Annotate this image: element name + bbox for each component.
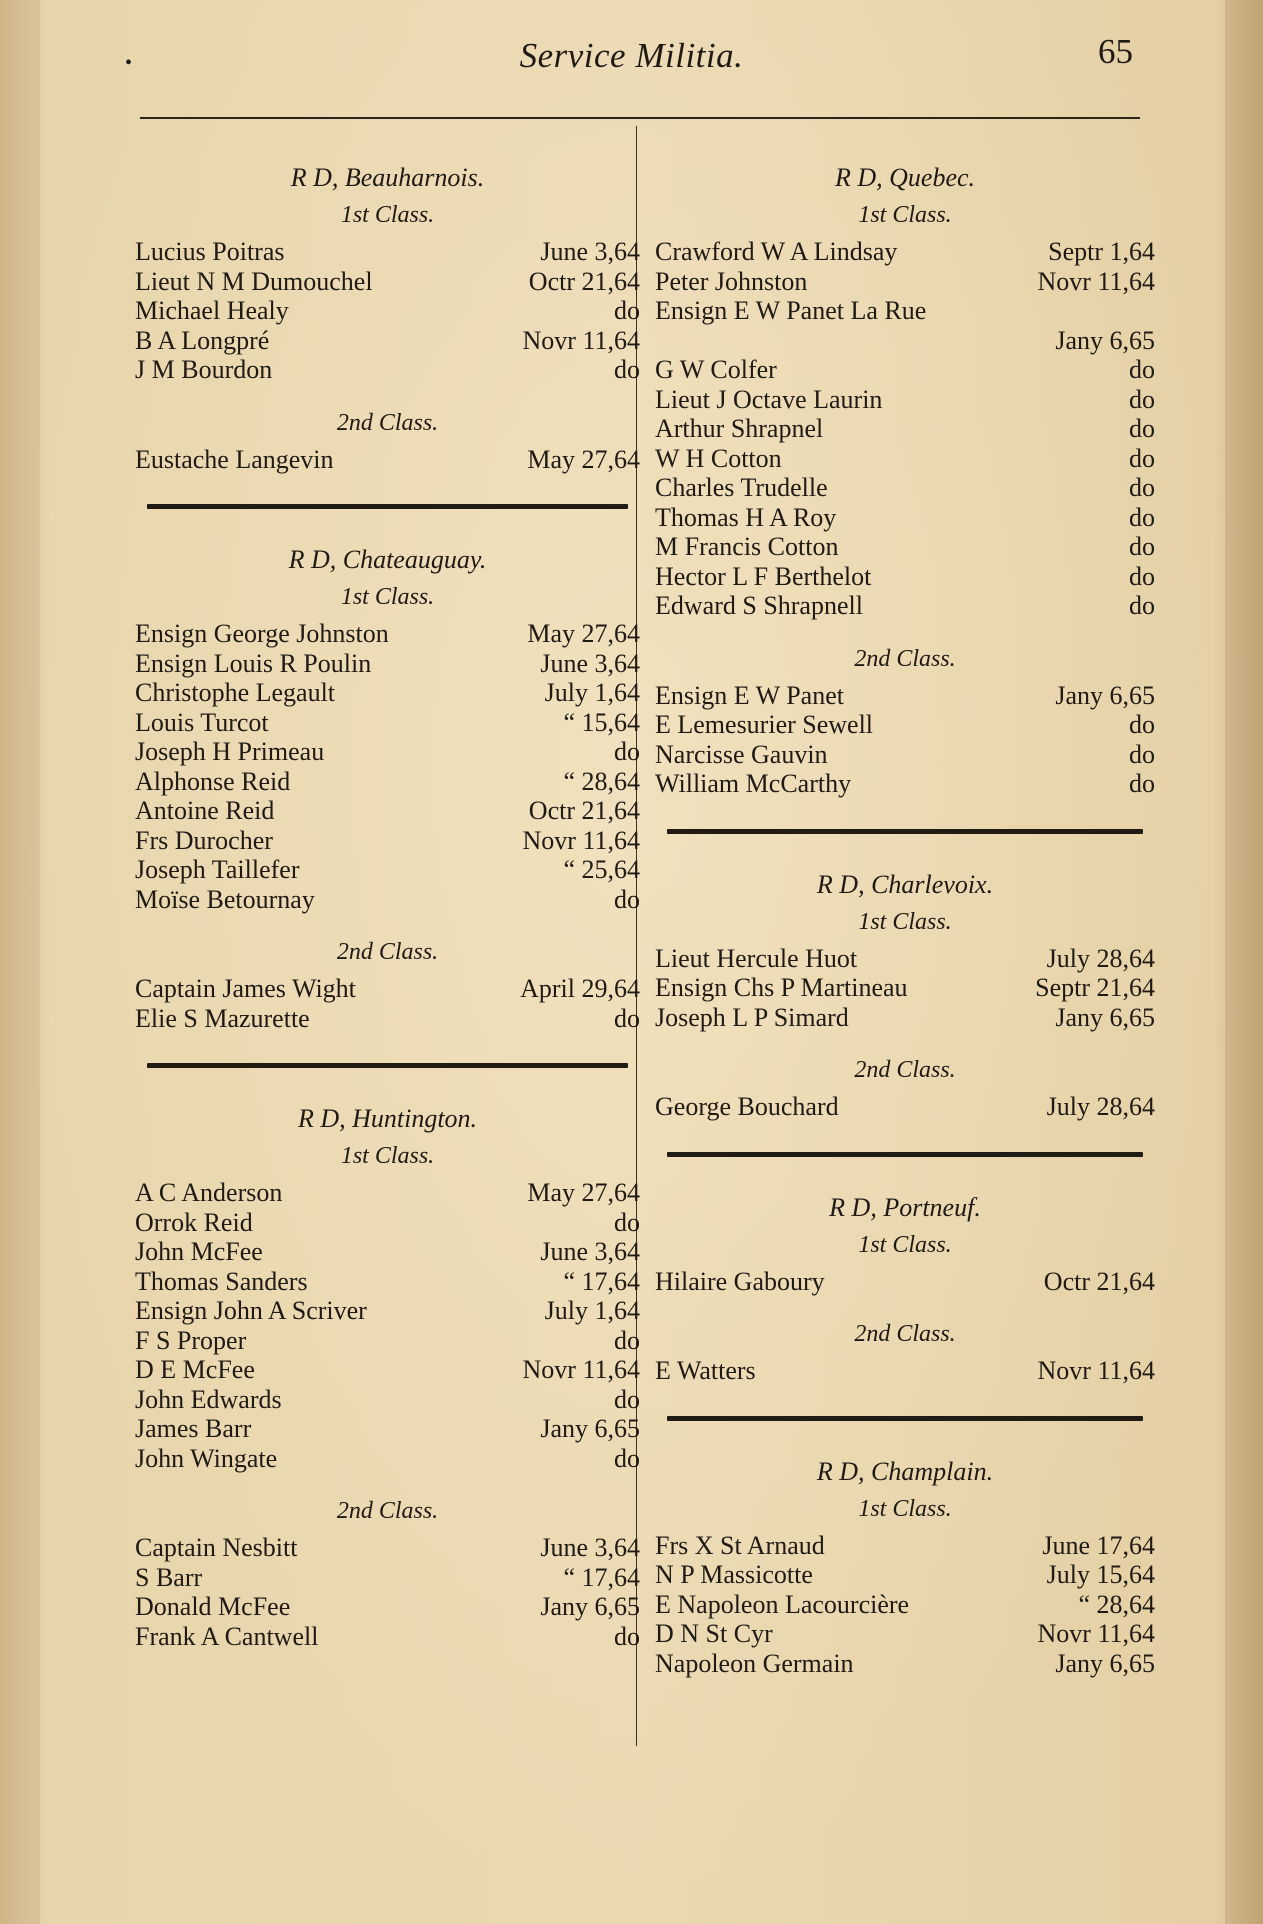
page-edge-shadow — [0, 0, 40, 1924]
entry-date: do — [614, 737, 640, 766]
entry-date: Jany 6,65 — [1055, 1648, 1155, 1678]
list-item — [655, 740, 1155, 770]
list-item — [655, 296, 1155, 326]
entry-date: do — [1129, 414, 1155, 443]
entry-name: Ensign Louis R Poulin — [135, 648, 372, 678]
entry-date: Novr 11,64 — [1037, 266, 1155, 296]
entry-date: do — [1129, 769, 1155, 798]
entry-name: S Barr — [135, 1562, 203, 1592]
entry-name: Ensign E W Panet La Rue — [655, 296, 927, 325]
entry-date: do — [614, 1207, 640, 1237]
list-item — [135, 1296, 640, 1326]
list-item — [135, 1267, 640, 1297]
entry-list — [135, 445, 640, 475]
entry-date: do — [1129, 561, 1155, 591]
entry-name: Crawford W A Lindsay — [655, 237, 898, 266]
entry-date: July 28,64 — [1046, 1092, 1155, 1121]
class-heading: 2nd Class. — [336, 939, 439, 965]
entry-name: Elie S Mazurette — [135, 1003, 310, 1033]
entry-date: do — [1129, 473, 1155, 502]
entry-date: do — [614, 1384, 640, 1414]
entry-name: Alphonse Reid — [135, 766, 291, 796]
entry-list — [655, 237, 1155, 621]
list-item — [135, 855, 640, 885]
entry-name: N P Massicotte — [655, 1560, 813, 1589]
entry-name: Ensign George Johnston — [135, 619, 389, 648]
right-column — [655, 155, 1155, 1678]
list-item — [655, 1590, 1155, 1620]
list-item — [655, 681, 1155, 711]
list-item-continuation — [655, 326, 1155, 356]
list-item — [135, 1533, 640, 1563]
entry-date: June 3,64 — [540, 1533, 640, 1562]
list-item — [655, 562, 1155, 592]
entry-date: do — [1129, 502, 1155, 532]
list-item — [135, 267, 640, 297]
entry-list — [655, 1092, 1155, 1122]
list-item — [135, 678, 640, 708]
list-item — [135, 1622, 640, 1652]
entry-list — [135, 619, 640, 914]
list-item — [135, 974, 640, 1004]
entry-name: B A Longpré — [135, 325, 270, 355]
entry-name: Hector L F Berthelot — [655, 561, 872, 591]
entry-date: Novr 11,64 — [522, 325, 640, 355]
entry-date: July 28,64 — [1046, 943, 1155, 973]
entry-date: do — [614, 1443, 640, 1473]
list-item — [135, 1444, 640, 1474]
entry-date: June 17,64 — [1042, 1530, 1155, 1560]
list-item — [135, 1004, 640, 1034]
entry-name: Moïse Betournay — [135, 884, 315, 914]
entry-name: Peter Johnston — [655, 266, 808, 296]
entry-name: Joseph H Primeau — [135, 737, 325, 766]
entry-name: William McCarthy — [655, 769, 852, 798]
class-heading: 1st Class. — [340, 1143, 435, 1169]
running-head — [0, 32, 1263, 82]
entry-name: Thomas H A Roy — [655, 502, 837, 532]
section-title: R D, Quebec. — [834, 163, 976, 192]
entry-date: “ 25,64 — [563, 855, 640, 884]
entry-date: Jany 6,65 — [1055, 1002, 1155, 1032]
list-item — [655, 1531, 1155, 1561]
list-item — [655, 1560, 1155, 1590]
entry-name: John Edwards — [135, 1384, 282, 1414]
list-item — [655, 414, 1155, 444]
entry-date: Septr 21,64 — [1035, 973, 1155, 1002]
entry-name: Christophe Legault — [135, 678, 336, 707]
entry-date: May 27,64 — [527, 444, 640, 474]
entry-date: Octr 21,64 — [528, 796, 640, 825]
entry-date: April 29,64 — [520, 974, 640, 1003]
entry-date: June 3,64 — [540, 237, 640, 266]
entry-name: George Bouchard — [655, 1092, 839, 1121]
entry-date: do — [1129, 443, 1155, 473]
class-heading: 2nd Class. — [854, 1321, 956, 1347]
section-chateauguay — [135, 543, 640, 1033]
entry-date: Octr 21,64 — [528, 266, 640, 296]
entry-name: Hilaire Gaboury — [655, 1266, 825, 1296]
section-huntington — [135, 1102, 640, 1651]
entry-name: A C Anderson — [135, 1178, 283, 1207]
class-heading: 1st Class. — [340, 584, 435, 610]
list-item — [135, 1326, 640, 1356]
list-item — [655, 944, 1155, 974]
section-title: R D, Huntington. — [297, 1104, 478, 1133]
entry-date: do — [614, 1325, 640, 1355]
entry-date: do — [614, 1621, 640, 1651]
entry-name: Eustache Langevin — [135, 444, 334, 474]
entry-name: Frank A Cantwell — [135, 1621, 319, 1651]
section-rule — [667, 1416, 1143, 1421]
list-item — [655, 1003, 1155, 1033]
entry-list — [135, 1533, 640, 1651]
entry-name: Arthur Shrapnel — [655, 414, 824, 443]
class-heading: 1st Class. — [858, 908, 952, 935]
entry-name: Ensign John A Scriver — [135, 1296, 367, 1325]
entry-list — [655, 1267, 1155, 1297]
entry-name: Narcisse Gauvin — [655, 739, 828, 769]
section-quebec — [655, 161, 1155, 799]
entry-name: Charles Trudelle — [655, 473, 828, 502]
entry-date: “ 28,64 — [1078, 1589, 1155, 1619]
entry-name: Captain James Wight — [135, 974, 356, 1003]
list-item — [135, 1237, 640, 1267]
entry-list — [135, 974, 640, 1033]
entry-list — [655, 1531, 1155, 1679]
entry-date: July 15,64 — [1046, 1560, 1155, 1589]
entry-name: Orrok Reid — [135, 1207, 253, 1237]
entry-date: do — [1129, 591, 1155, 620]
entry-list — [135, 237, 640, 385]
list-item — [135, 1178, 640, 1208]
list-item — [655, 385, 1155, 415]
entry-date: Septr 1,64 — [1048, 237, 1155, 266]
section-rule — [667, 829, 1143, 834]
entry-name: E Napoleon Lacourcière — [655, 1589, 910, 1619]
header-dot: • — [125, 52, 133, 74]
list-item — [655, 267, 1155, 297]
entry-date: May 27,64 — [527, 619, 640, 648]
entry-name: Louis Turcot — [135, 707, 269, 737]
entry-date: do — [614, 355, 640, 384]
section-rule — [147, 1063, 628, 1068]
entry-date: Novr 11,64 — [1037, 1356, 1155, 1385]
list-item — [655, 973, 1155, 1003]
entry-date: do — [1129, 739, 1155, 769]
list-item — [655, 355, 1155, 385]
entry-date: “ 17,64 — [563, 1266, 640, 1296]
entry-name: Antoine Reid — [135, 796, 275, 825]
entry-date: Octr 21,64 — [1043, 1266, 1155, 1296]
entry-date: do — [614, 884, 640, 914]
entry-name: Thomas Sanders — [135, 1266, 308, 1296]
section-champlain — [655, 1455, 1155, 1679]
entry-name: Frs X St Arnaud — [655, 1530, 825, 1560]
entry-name: M Francis Cotton — [655, 532, 839, 561]
list-item — [135, 767, 640, 797]
entry-name: John Wingate — [135, 1443, 278, 1473]
list-item — [655, 769, 1155, 799]
entry-date: Jany 6,65 — [540, 1592, 640, 1621]
class-heading: 1st Class. — [858, 1495, 952, 1522]
header-rule — [140, 117, 1140, 119]
list-item — [135, 708, 640, 738]
section-charlevoix — [655, 868, 1155, 1122]
list-item — [655, 1092, 1155, 1122]
entry-name: Michael Healy — [135, 296, 289, 325]
entry-name: Napoleon Germain — [655, 1648, 854, 1678]
list-item — [655, 503, 1155, 533]
entry-name: James Barr — [135, 1414, 252, 1443]
entry-name: Joseph L P Simard — [655, 1002, 849, 1032]
entry-date: do — [1129, 710, 1155, 739]
list-item — [135, 1208, 640, 1238]
entry-date: “ 15,64 — [563, 707, 640, 737]
list-item — [655, 1267, 1155, 1297]
list-item — [655, 591, 1155, 621]
entry-list — [135, 1178, 640, 1473]
entry-name: E Watters — [655, 1356, 756, 1385]
class-heading: 1st Class. — [858, 1231, 952, 1258]
list-item — [135, 237, 640, 267]
left-column — [135, 155, 640, 1651]
list-item — [135, 1385, 640, 1415]
list-item — [655, 1649, 1155, 1679]
entry-date: June 3,64 — [540, 648, 640, 678]
list-item — [655, 710, 1155, 740]
entry-name: Lieut N M Dumouchel — [135, 266, 373, 296]
entry-date: July 1,64 — [544, 678, 640, 707]
entry-date: June 3,64 — [540, 1237, 640, 1266]
entry-name: F S Proper — [135, 1325, 247, 1355]
entry-date: Jany 6,65 — [1055, 680, 1155, 710]
running-title: Service Militia. — [519, 36, 744, 75]
entry-date: do — [614, 296, 640, 325]
entry-date: do — [1129, 384, 1155, 414]
list-item — [135, 619, 640, 649]
entry-name: Lieut Hercule Huot — [655, 943, 858, 973]
list-item — [135, 1563, 640, 1593]
entry-list — [655, 1356, 1155, 1386]
entry-name: G W Colfer — [655, 355, 777, 384]
entry-name: Frs Durocher — [135, 825, 273, 855]
section-title: R D, Chateauguay. — [288, 545, 487, 574]
entry-name: D E McFee — [135, 1355, 255, 1384]
entry-name: Edward S Shrapnell — [655, 591, 863, 620]
list-item — [135, 445, 640, 475]
entry-name: D N St Cyr — [655, 1619, 773, 1648]
entry-date: do — [1129, 355, 1155, 384]
entry-list — [655, 681, 1155, 799]
section-rule — [667, 1152, 1143, 1157]
class-heading: 2nd Class. — [336, 409, 439, 436]
entry-list — [655, 944, 1155, 1033]
section-title: R D, Champlain. — [816, 1456, 994, 1486]
list-item — [135, 649, 640, 679]
entry-date: July 1,64 — [544, 1296, 640, 1325]
entry-date: “ 17,64 — [563, 1562, 640, 1592]
entry-name: Lieut J Octave Laurin — [655, 384, 883, 414]
list-item — [655, 473, 1155, 503]
page-number: 65 — [1098, 32, 1133, 71]
section-title: R D, Beauharnois. — [290, 163, 485, 192]
entry-name: Ensign Chs P Martineau — [655, 973, 908, 1002]
entry-name: John McFee — [135, 1237, 263, 1266]
list-item — [135, 737, 640, 767]
entry-date: Novr 11,64 — [522, 825, 640, 855]
section-portneuf — [655, 1191, 1155, 1386]
entry-date: “ 28,64 — [563, 766, 640, 796]
page-edge-shadow-right — [1225, 0, 1263, 1924]
list-item — [135, 326, 640, 356]
entry-name: J M Bourdon — [135, 355, 273, 384]
entry-name: Donald McFee — [135, 1592, 291, 1621]
entry-date: Novr 11,64 — [522, 1355, 640, 1384]
class-heading: 2nd Class. — [854, 645, 956, 672]
class-heading: 2nd Class. — [854, 1057, 956, 1083]
section-beauharnois — [135, 161, 640, 474]
class-heading: 1st Class. — [858, 202, 952, 228]
entry-name: Lucius Poitras — [135, 237, 285, 266]
entry-name: Joseph Taillefer — [135, 855, 300, 884]
entry-name: Ensign E W Panet — [655, 680, 844, 710]
section-rule — [147, 504, 628, 509]
entry-date: May 27,64 — [527, 1178, 640, 1207]
list-item — [655, 237, 1155, 267]
class-heading: 2nd Class. — [336, 1498, 439, 1524]
list-item — [135, 355, 640, 385]
list-item — [135, 296, 640, 326]
entry-date: Jany 6,65 — [540, 1414, 640, 1443]
entry-date: Jany 6,65 — [1055, 325, 1155, 355]
entry-name: Captain Nesbitt — [135, 1533, 298, 1562]
list-item — [135, 796, 640, 826]
list-item — [655, 1356, 1155, 1386]
list-item — [655, 444, 1155, 474]
list-item — [135, 1355, 640, 1385]
list-item — [135, 1592, 640, 1622]
entry-date: do — [614, 1003, 640, 1033]
entry-date: Novr 11,64 — [1037, 1619, 1155, 1648]
list-item — [135, 885, 640, 915]
list-item — [655, 1619, 1155, 1649]
list-item — [135, 826, 640, 856]
entry-name: E Lemesurier Sewell — [655, 710, 874, 739]
list-item — [655, 532, 1155, 562]
entry-name: W H Cotton — [655, 443, 782, 473]
entry-date: do — [1129, 532, 1155, 561]
section-title: R D, Charlevoix. — [816, 869, 994, 899]
list-item — [135, 1414, 640, 1444]
class-heading: 1st Class. — [340, 202, 435, 228]
section-title: R D, Portneuf. — [829, 1192, 981, 1222]
